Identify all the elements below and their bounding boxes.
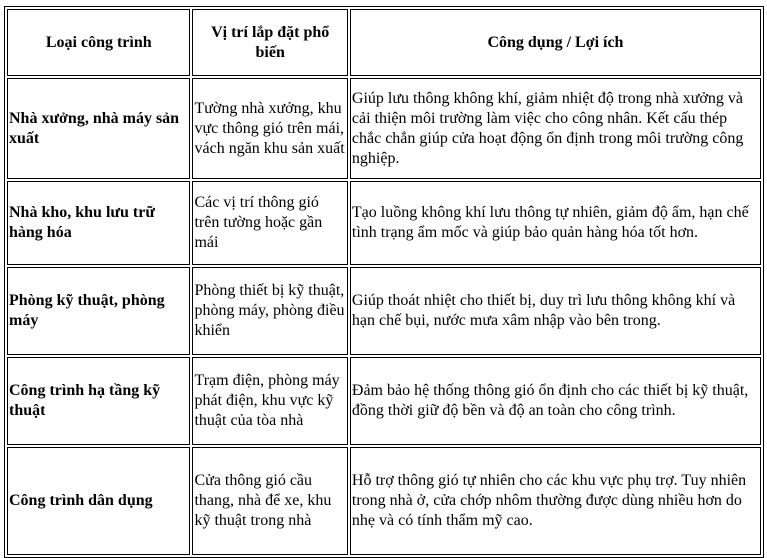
cell-building-type: Phòng kỹ thuật, phòng máy: [7, 267, 190, 355]
table-row: [7, 447, 761, 555]
cell-install-location: Cửa thông gió cầu thang, nhà để xe, khu kỹ thuật trong nhà: [192, 447, 347, 555]
cell-benefit: Giúp lưu thông không khí, giảm nhiệt độ trong nhà xưởng và cải thiện môi trường làm việc cho công nhân. Kết cấu thép chắc chắn giúp cửa hoạt động ổn định trong môi trường công nghiệp.: [350, 78, 761, 179]
table-header-row: [7, 9, 761, 76]
cell-benefit: Đảm bảo hệ thống thông gió ổn định cho các thiết bị kỹ thuật, đồng thời giữ độ bền và độ an toàn cho công trình.: [350, 357, 761, 445]
cell-install-location: Trạm điện, phòng máy phát điện, khu vực kỹ thuật của tòa nhà: [192, 357, 347, 445]
cell-install-location: Phòng thiết bị kỹ thuật, phòng máy, phòng điều khiển: [192, 267, 347, 355]
cell-benefit: Giúp thoát nhiệt cho thiết bị, duy trì lưu thông không khí và hạn chế bụi, nước mưa xâm nhập vào bên trong.: [350, 267, 761, 355]
table-row: [7, 267, 761, 355]
building-application-table: [4, 6, 764, 558]
header-install-location: Vị trí lắp đặt phổ biến: [192, 9, 347, 76]
table-row: [7, 181, 761, 265]
cell-building-type: Nhà xưởng, nhà máy sản xuất: [7, 78, 190, 179]
cell-install-location: Tường nhà xưởng, khu vực thông gió trên mái, vách ngăn khu sản xuất: [192, 78, 347, 179]
cell-benefit: Hỗ trợ thông gió tự nhiên cho các khu vực phụ trợ. Tuy nhiên trong nhà ở, cửa chớp nhôm thường được dùng nhiều hơn do nhẹ và có tính thẩm mỹ cao.: [350, 447, 761, 555]
cell-building-type: Công trình hạ tầng kỹ thuật: [7, 357, 190, 445]
table-row: [7, 78, 761, 179]
cell-install-location: Các vị trí thông gió trên tường hoặc gần mái: [192, 181, 347, 265]
header-building-type: Loại công trình: [7, 9, 190, 76]
cell-building-type: Công trình dân dụng: [7, 447, 190, 555]
cell-building-type: Nhà kho, khu lưu trữ hàng hóa: [7, 181, 190, 265]
table-row: [7, 357, 761, 445]
header-benefit: Công dụng / Lợi ích: [350, 9, 761, 76]
cell-benefit: Tạo luồng không khí lưu thông tự nhiên, giảm độ ẩm, hạn chế tình trạng ẩm mốc và giúp bảo quản hàng hóa tốt hơn.: [350, 181, 761, 265]
